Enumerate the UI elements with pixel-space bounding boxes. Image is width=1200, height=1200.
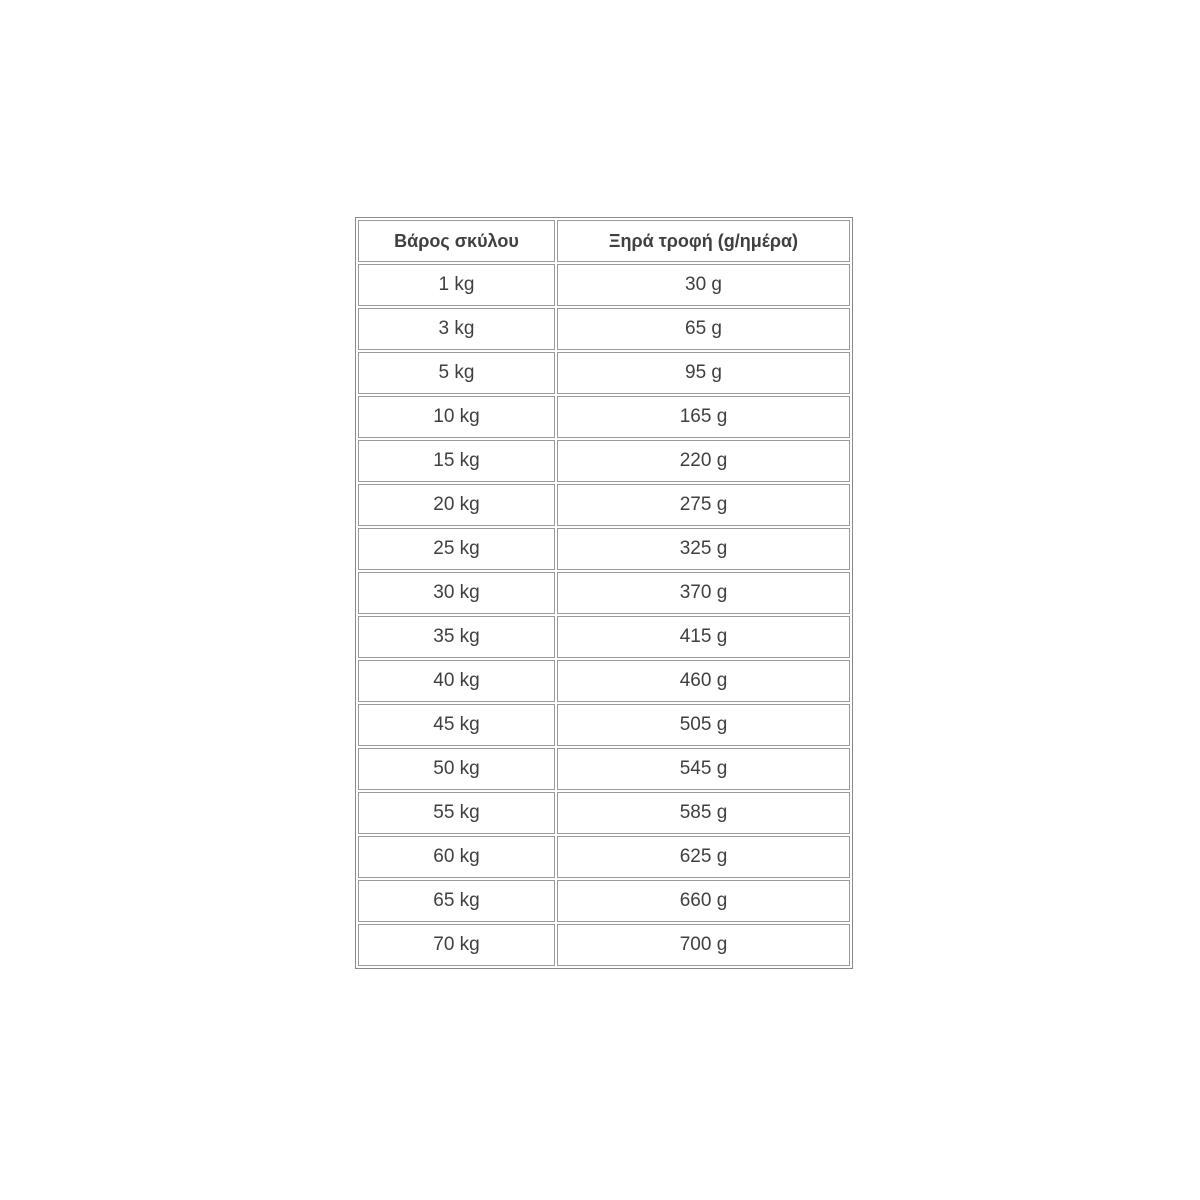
- table-row: [358, 264, 850, 306]
- cell-dog-weight: 40 kg: [358, 660, 555, 702]
- cell-dry-food: 220 g: [557, 440, 850, 482]
- feeding-table-container: [355, 217, 853, 969]
- cell-dog-weight: 30 kg: [358, 572, 555, 614]
- cell-dog-weight: 1 kg: [358, 264, 555, 306]
- feeding-table: [356, 218, 852, 968]
- cell-dry-food: 545 g: [557, 748, 850, 790]
- table-row: [358, 440, 850, 482]
- cell-dog-weight: 70 kg: [358, 924, 555, 966]
- cell-dry-food: 325 g: [557, 528, 850, 570]
- cell-dry-food: 165 g: [557, 396, 850, 438]
- table-row: [358, 660, 850, 702]
- table-row: [358, 880, 850, 922]
- table-row: [358, 748, 850, 790]
- cell-dry-food: 505 g: [557, 704, 850, 746]
- table-row: [358, 396, 850, 438]
- cell-dog-weight: 60 kg: [358, 836, 555, 878]
- cell-dog-weight: 45 kg: [358, 704, 555, 746]
- cell-dry-food: 625 g: [557, 836, 850, 878]
- cell-dog-weight: 25 kg: [358, 528, 555, 570]
- cell-dry-food: 460 g: [557, 660, 850, 702]
- table-row: [358, 704, 850, 746]
- cell-dog-weight: 50 kg: [358, 748, 555, 790]
- cell-dry-food: 585 g: [557, 792, 850, 834]
- table-row: [358, 792, 850, 834]
- cell-dry-food: 95 g: [557, 352, 850, 394]
- header-row: [358, 220, 850, 262]
- cell-dog-weight: 65 kg: [358, 880, 555, 922]
- cell-dry-food: 65 g: [557, 308, 850, 350]
- cell-dog-weight: 15 kg: [358, 440, 555, 482]
- cell-dry-food: 700 g: [557, 924, 850, 966]
- cell-dog-weight: 3 kg: [358, 308, 555, 350]
- cell-dry-food: 275 g: [557, 484, 850, 526]
- table-row: [358, 572, 850, 614]
- table-row: [358, 924, 850, 966]
- table-header: [358, 220, 850, 262]
- table-row: [358, 352, 850, 394]
- header-dry-food: Ξηρά τροφή (g/ημέρα): [557, 220, 850, 262]
- cell-dog-weight: 55 kg: [358, 792, 555, 834]
- table-row: [358, 836, 850, 878]
- cell-dog-weight: 10 kg: [358, 396, 555, 438]
- table-row: [358, 528, 850, 570]
- cell-dry-food: 30 g: [557, 264, 850, 306]
- cell-dry-food: 415 g: [557, 616, 850, 658]
- header-dog-weight: Βάρος σκύλου: [358, 220, 555, 262]
- cell-dry-food: 660 g: [557, 880, 850, 922]
- table-row: [358, 308, 850, 350]
- table-row: [358, 616, 850, 658]
- cell-dog-weight: 5 kg: [358, 352, 555, 394]
- table-body: [358, 264, 850, 966]
- cell-dog-weight: 20 kg: [358, 484, 555, 526]
- cell-dog-weight: 35 kg: [358, 616, 555, 658]
- cell-dry-food: 370 g: [557, 572, 850, 614]
- table-row: [358, 484, 850, 526]
